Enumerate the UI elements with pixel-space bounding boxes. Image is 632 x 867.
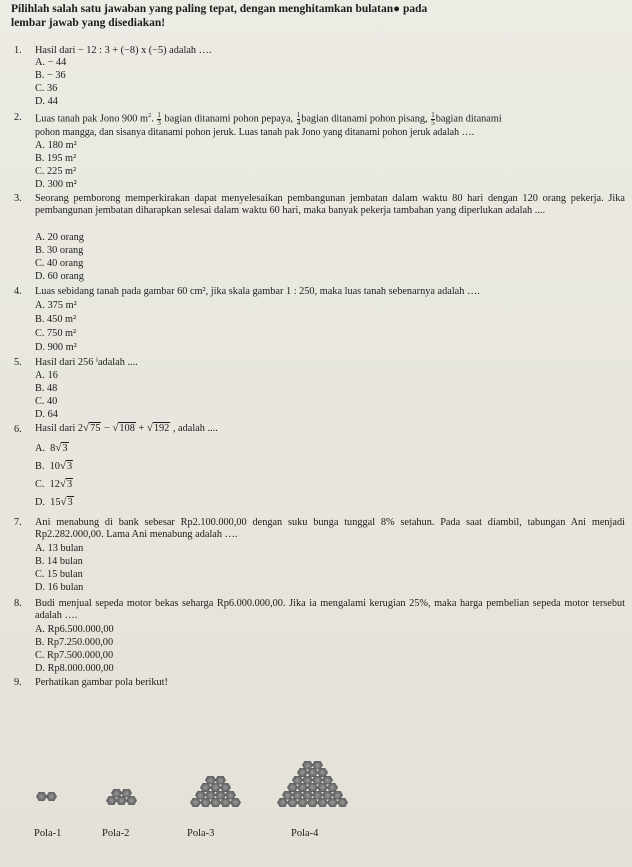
hexagon-tile bbox=[46, 792, 57, 801]
pola-4-label: Pola-4 bbox=[291, 828, 319, 839]
q5-option-d[interactable]: D. 64 bbox=[35, 409, 58, 420]
q3-option-a[interactable]: A. 20 orang bbox=[35, 232, 84, 243]
fraction-one-fourth: $\frac{1}{4}$ bbox=[296, 110, 301, 127]
q3-option-d[interactable]: D. 60 orang bbox=[35, 271, 84, 282]
fraction-one-third: $\frac{1}{3}$ bbox=[157, 110, 161, 127]
q2-option-b[interactable]: B. 195 m² bbox=[35, 153, 77, 164]
q8-option-b[interactable]: B. Rp7.250.000,00 bbox=[35, 637, 114, 648]
question-6-text: Hasil dari 2√75 − √108 + √192 , adalah .... bbox=[35, 422, 218, 434]
question-6-number: 6. bbox=[14, 424, 22, 435]
q6-option-b[interactable]: B. 10√3 bbox=[35, 460, 73, 472]
question-3-number: 3. bbox=[14, 193, 22, 204]
question-9-text: Perhatikan gambar pola berikut! bbox=[35, 677, 168, 688]
q6-option-a[interactable]: A. 8√3 bbox=[35, 442, 68, 454]
q8-option-d[interactable]: D. Rp8.000.000,00 bbox=[35, 663, 114, 674]
q3-option-b[interactable]: B. 30 orang bbox=[35, 245, 84, 256]
q7-option-c[interactable]: C. 15 bulan bbox=[35, 569, 83, 580]
question-2-text-line-1: Luas tanah pak Jono 900 $m^2$. $\frac{1}{3}$ bagian ditanami pohon pepaya, $\frac{1}{4}$ bagian ditanami pohon pisang, $\frac{1}{5}$ bagian ditanami bbox=[35, 110, 502, 127]
question-1-text: Hasil dari − 12 : 3 + (−8) x (−5) adalah …. bbox=[35, 45, 212, 56]
question-8-text: Budi menjual sepeda motor bekas seharga Rp6.000.000,00. Jika ia mengalami kerugian 25%, maka harga pembelian sepeda motor tersebut adalah …. bbox=[35, 598, 625, 621]
q2-option-a[interactable]: A. 180 m² bbox=[35, 140, 77, 151]
q5-option-a[interactable]: A. 16 bbox=[35, 370, 58, 381]
question-7-number: 7. bbox=[14, 517, 22, 528]
question-4-number: 4. bbox=[14, 286, 22, 297]
q6-option-d[interactable]: D. 15√3 bbox=[35, 496, 73, 508]
instruction-line-1: Pilihlah salah satu jawaban yang paling tepat, dengan menghitamkan bulatan● pada bbox=[11, 3, 428, 15]
question-4-text: Luas sebidang tanah pada gambar 60 cm², jika skala gambar 1 : 250, maka luas tanah sebenarnya adalah …. bbox=[35, 286, 480, 297]
question-2-text-line-2: pohon mangga, dan sisanya ditanami pohon jeruk. Luas tanah pak Jono yang ditanami pohon jeruk adalah …. bbox=[35, 127, 475, 138]
hexagon-tile bbox=[36, 792, 47, 801]
pola-1-label: Pola-1 bbox=[34, 828, 62, 839]
q7-option-b[interactable]: B. 14 bulan bbox=[35, 556, 83, 567]
q8-option-c[interactable]: C. Rp7.500.000,00 bbox=[35, 650, 114, 661]
pola-2-label: Pola-2 bbox=[102, 828, 130, 839]
q5-option-b[interactable]: B. 48 bbox=[35, 383, 58, 394]
q8-option-a[interactable]: A. Rp6.500.000,00 bbox=[35, 624, 114, 635]
q1-option-c[interactable]: C. 36 bbox=[35, 83, 58, 94]
q7-option-d[interactable]: D. 16 bulan bbox=[35, 582, 84, 593]
q1-option-b[interactable]: B. − 36 bbox=[35, 70, 66, 81]
q4-option-c[interactable]: C. 750 m² bbox=[35, 328, 77, 339]
fraction-one-fifth: $\frac{1}{5}$ bbox=[431, 110, 435, 127]
q6-option-c[interactable]: C. 12√3 bbox=[35, 478, 73, 490]
q4-option-a[interactable]: A. 375 m² bbox=[35, 300, 77, 311]
q2-option-c[interactable]: C. 225 m² bbox=[35, 166, 77, 177]
q2-option-d[interactable]: D. 300 m² bbox=[35, 179, 77, 190]
q1-option-d[interactable]: D. 44 bbox=[35, 96, 58, 107]
instruction-line-2: lembar jawab yang disediakan! bbox=[11, 17, 166, 29]
question-9-number: 9. bbox=[14, 677, 22, 688]
q1-option-a[interactable]: A. − 44 bbox=[35, 57, 67, 68]
q3-option-c[interactable]: C. 40 orang bbox=[35, 258, 84, 269]
question-8-number: 8. bbox=[14, 598, 22, 609]
question-5-text: Hasil dari 256 ⁱadalah .... bbox=[35, 357, 138, 368]
q4-option-d[interactable]: D. 900 m² bbox=[35, 342, 77, 353]
question-1-number: 1. bbox=[14, 45, 22, 56]
question-5-number: 5. bbox=[14, 357, 22, 368]
q4-option-b[interactable]: B. 450 m² bbox=[35, 314, 77, 325]
q5-option-c[interactable]: C. 40 bbox=[35, 396, 58, 407]
question-7-text: Ani menabung di bank sebesar Rp2.100.000,00 dengan suku bunga tunggal 8% setahun. Pada saat diambil, tabungan Ani menjadi Rp2.282.000,00. Lama Ani menabung adalah …. bbox=[35, 517, 625, 540]
q7-option-a[interactable]: A. 13 bulan bbox=[35, 543, 84, 554]
question-2-number: 2. bbox=[14, 112, 22, 123]
question-3-text: Seorang pemborong memperkirakan dapat menyelesaikan pembangunan jembatan dalam waktu 80 hari dengan 120 orang pekerja. Jika pembangunan jembatan diharapkan selesai dalam waktu 60 hari, maka banyak pekerja tambahan yang diperlukan adalah .... bbox=[35, 193, 625, 216]
pola-3-label: Pola-3 bbox=[187, 828, 215, 839]
